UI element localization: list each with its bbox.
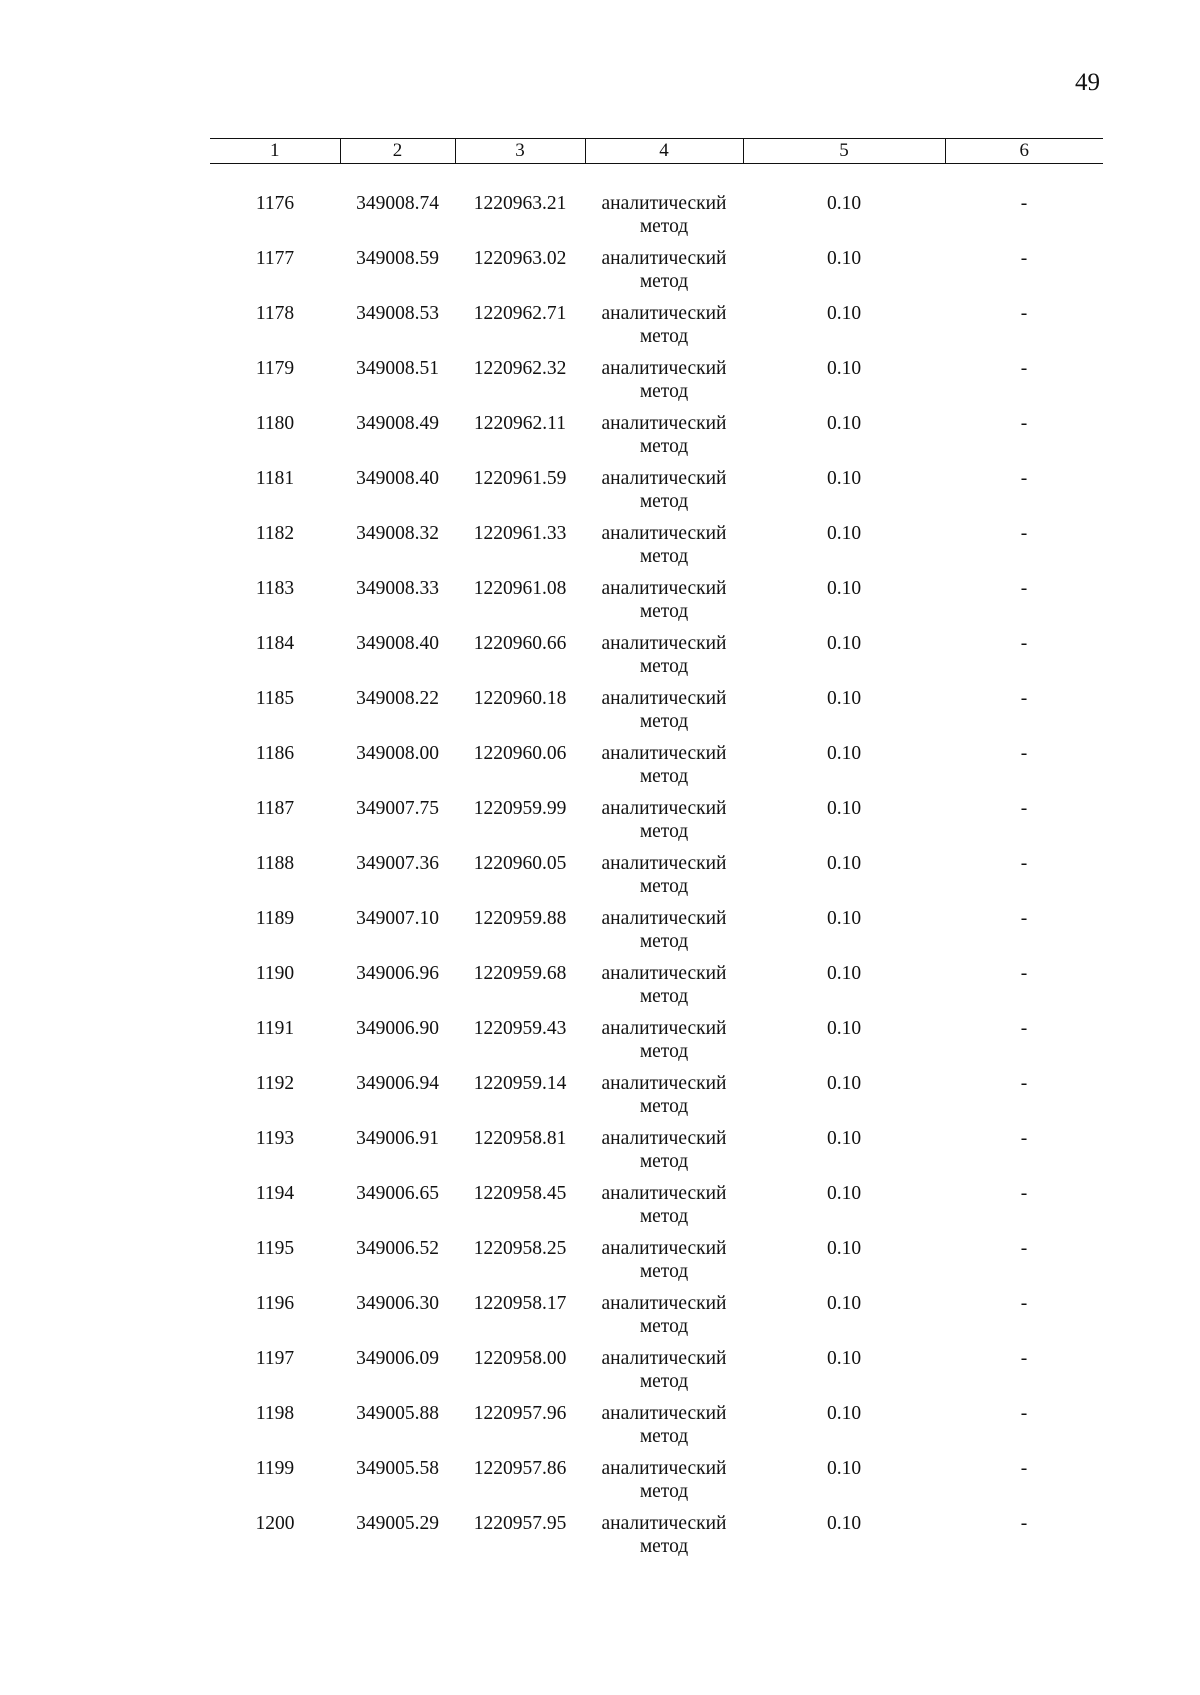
accuracy-cell: 0.10	[826, 1403, 862, 1424]
accuracy-cell: 0.10	[826, 1018, 862, 1039]
x-coordinate-cell: 349008.49	[356, 413, 439, 434]
method-cell	[585, 1512, 743, 1567]
x-coordinate-cell: 349007.36	[356, 853, 439, 874]
method-line-2: метод	[639, 1261, 689, 1282]
y-coordinate-cell: 1220957.96	[473, 1403, 567, 1424]
method-cell	[585, 1292, 743, 1347]
method-line-1: аналитический	[601, 853, 727, 874]
note-cell: -	[1020, 303, 1028, 324]
method-cell	[585, 1127, 743, 1182]
y-coordinate-cell: 1220959.88	[473, 908, 567, 929]
method-line-1: аналитический	[601, 633, 727, 654]
x-coordinate-cell: 349008.74	[356, 193, 439, 214]
table-row	[210, 1347, 1103, 1402]
method-line-1: аналитический	[601, 193, 727, 214]
method-line-1: аналитический	[601, 303, 727, 324]
table-row	[210, 742, 1103, 797]
y-coordinate-cell: 1220961.33	[473, 523, 567, 544]
accuracy-cell: 0.10	[826, 1073, 862, 1094]
note-cell: -	[1020, 413, 1028, 434]
note-cell: -	[1020, 798, 1028, 819]
point-id-cell: 1200	[255, 1513, 295, 1534]
method-line-1: аналитический	[601, 248, 727, 269]
header-col-4: 4	[585, 139, 743, 164]
method-line-2: метод	[639, 1536, 689, 1557]
table-row	[210, 907, 1103, 962]
accuracy-cell: 0.10	[826, 633, 862, 654]
note-cell: -	[1020, 1183, 1028, 1204]
y-coordinate-cell: 1220961.59	[473, 468, 567, 489]
x-coordinate-cell: 349006.90	[356, 1018, 439, 1039]
accuracy-cell: 0.10	[826, 798, 862, 819]
page-number: 49	[1075, 69, 1100, 96]
note-cell: -	[1020, 1073, 1028, 1094]
method-line-1: аналитический	[601, 1238, 727, 1259]
y-coordinate-cell: 1220962.71	[473, 303, 567, 324]
method-line-2: метод	[639, 711, 689, 732]
x-coordinate-cell: 349007.75	[356, 798, 439, 819]
point-id-cell: 1177	[255, 248, 295, 269]
table-row	[210, 1072, 1103, 1127]
note-cell: -	[1020, 523, 1028, 544]
table-row	[210, 687, 1103, 742]
method-line-2: метод	[639, 601, 689, 622]
method-line-1: аналитический	[601, 1128, 727, 1149]
method-line-1: аналитический	[601, 1293, 727, 1314]
note-cell: -	[1020, 1458, 1028, 1479]
method-cell	[585, 907, 743, 962]
point-id-cell: 1179	[255, 358, 295, 379]
method-cell	[585, 1182, 743, 1237]
x-coordinate-cell: 349008.22	[356, 688, 439, 709]
method-line-2: метод	[639, 766, 689, 787]
x-coordinate-cell: 349006.52	[356, 1238, 439, 1259]
point-id-cell: 1184	[255, 633, 295, 654]
point-id-cell: 1187	[255, 798, 295, 819]
table-row	[210, 852, 1103, 907]
accuracy-cell: 0.10	[826, 1293, 862, 1314]
y-coordinate-cell: 1220960.66	[473, 633, 567, 654]
note-cell: -	[1020, 578, 1028, 599]
table-row	[210, 1017, 1103, 1072]
table-body	[210, 164, 1103, 1568]
accuracy-cell: 0.10	[826, 1348, 862, 1369]
table-row	[210, 247, 1103, 302]
method-cell	[585, 1347, 743, 1402]
y-coordinate-cell: 1220960.18	[473, 688, 567, 709]
method-line-1: аналитический	[601, 358, 727, 379]
accuracy-cell: 0.10	[826, 468, 862, 489]
note-cell: -	[1020, 853, 1028, 874]
method-cell	[585, 687, 743, 742]
note-cell: -	[1020, 468, 1028, 489]
note-cell: -	[1020, 688, 1028, 709]
method-line-1: аналитический	[601, 1348, 727, 1369]
x-coordinate-cell: 349005.29	[356, 1513, 439, 1534]
note-cell: -	[1020, 1403, 1028, 1424]
point-id-cell: 1191	[255, 1018, 295, 1039]
x-coordinate-cell: 349006.65	[356, 1183, 439, 1204]
point-id-cell: 1183	[255, 578, 295, 599]
point-id-cell: 1181	[255, 468, 295, 489]
table-row	[210, 412, 1103, 467]
y-coordinate-cell: 1220959.68	[473, 963, 567, 984]
method-line-2: метод	[639, 216, 689, 237]
table-row	[210, 522, 1103, 577]
method-line-2: метод	[639, 326, 689, 347]
note-cell: -	[1020, 1018, 1028, 1039]
point-id-cell: 1189	[255, 908, 295, 929]
method-cell	[585, 577, 743, 632]
point-id-cell: 1190	[255, 963, 295, 984]
accuracy-cell: 0.10	[826, 358, 862, 379]
note-cell: -	[1020, 1513, 1028, 1534]
method-cell	[585, 1457, 743, 1512]
point-id-cell: 1197	[255, 1348, 295, 1369]
x-coordinate-cell: 349006.96	[356, 963, 439, 984]
header-col-2: 2	[340, 139, 455, 164]
method-line-1: аналитический	[601, 468, 727, 489]
method-cell	[585, 742, 743, 797]
table-row	[210, 467, 1103, 522]
point-id-cell: 1185	[255, 688, 295, 709]
table-row	[210, 1402, 1103, 1457]
y-coordinate-cell: 1220958.17	[473, 1293, 567, 1314]
table-row	[210, 962, 1103, 1017]
method-line-1: аналитический	[601, 1183, 727, 1204]
table-row	[210, 1237, 1103, 1292]
method-line-1: аналитический	[601, 1018, 727, 1039]
note-cell: -	[1020, 1348, 1028, 1369]
accuracy-cell: 0.10	[826, 193, 862, 214]
point-id-cell: 1192	[255, 1073, 295, 1094]
point-id-cell: 1193	[255, 1128, 295, 1149]
point-id-cell: 1198	[255, 1403, 295, 1424]
method-line-1: аналитический	[601, 688, 727, 709]
y-coordinate-cell: 1220959.99	[473, 798, 567, 819]
point-id-cell: 1195	[255, 1238, 295, 1259]
point-id-cell: 1182	[255, 523, 295, 544]
method-line-1: аналитический	[601, 798, 727, 819]
accuracy-cell: 0.10	[826, 413, 862, 434]
method-cell	[585, 852, 743, 907]
accuracy-cell: 0.10	[826, 523, 862, 544]
method-line-2: метод	[639, 1151, 689, 1172]
accuracy-cell: 0.10	[826, 908, 862, 929]
y-coordinate-cell: 1220957.95	[473, 1513, 567, 1534]
method-cell	[585, 1017, 743, 1072]
y-coordinate-cell: 1220957.86	[473, 1458, 567, 1479]
method-line-1: аналитический	[601, 523, 727, 544]
method-cell	[585, 1237, 743, 1292]
method-line-2: метод	[639, 436, 689, 457]
note-cell: -	[1020, 963, 1028, 984]
accuracy-cell: 0.10	[826, 853, 862, 874]
method-cell	[585, 302, 743, 357]
note-cell: -	[1020, 1128, 1028, 1149]
table-row	[210, 577, 1103, 632]
method-line-2: метод	[639, 381, 689, 402]
y-coordinate-cell: 1220962.11	[474, 413, 566, 434]
x-coordinate-cell: 349008.59	[356, 248, 439, 269]
y-coordinate-cell: 1220960.05	[473, 853, 567, 874]
x-coordinate-cell: 349008.40	[356, 468, 439, 489]
note-cell: -	[1020, 908, 1028, 929]
method-line-1: аналитический	[601, 1073, 727, 1094]
x-coordinate-cell: 349006.91	[356, 1128, 439, 1149]
header-col-1: 1	[210, 139, 340, 164]
accuracy-cell: 0.10	[826, 1238, 862, 1259]
point-id-cell: 1176	[255, 193, 295, 214]
x-coordinate-cell: 349008.53	[356, 303, 439, 324]
x-coordinate-cell: 349005.88	[356, 1403, 439, 1424]
x-coordinate-cell: 349007.10	[356, 908, 439, 929]
method-line-1: аналитический	[601, 1458, 727, 1479]
coordinates-table	[210, 138, 1103, 1567]
y-coordinate-cell: 1220960.06	[473, 743, 567, 764]
y-coordinate-cell: 1220962.32	[473, 358, 567, 379]
method-cell	[585, 467, 743, 522]
accuracy-cell: 0.10	[826, 1183, 862, 1204]
method-line-1: аналитический	[601, 963, 727, 984]
method-line-2: метод	[639, 821, 689, 842]
x-coordinate-cell: 349006.09	[356, 1348, 439, 1369]
header-col-5: 5	[743, 139, 945, 164]
point-id-cell: 1196	[255, 1293, 295, 1314]
method-line-2: метод	[639, 1041, 689, 1062]
note-cell: -	[1020, 1238, 1028, 1259]
method-cell	[585, 1402, 743, 1457]
method-line-2: метод	[639, 1481, 689, 1502]
table-row	[210, 192, 1103, 247]
accuracy-cell: 0.10	[826, 963, 862, 984]
method-cell	[585, 522, 743, 577]
method-cell	[585, 247, 743, 302]
method-cell	[585, 1072, 743, 1127]
accuracy-cell: 0.10	[826, 1513, 862, 1534]
header-col-6: 6	[945, 139, 1103, 164]
y-coordinate-cell: 1220958.45	[473, 1183, 567, 1204]
y-coordinate-cell: 1220963.21	[473, 193, 567, 214]
point-id-cell: 1199	[255, 1458, 295, 1479]
table-row	[210, 1127, 1103, 1182]
table-row	[210, 1457, 1103, 1512]
x-coordinate-cell: 349005.58	[356, 1458, 439, 1479]
x-coordinate-cell: 349006.30	[356, 1293, 439, 1314]
accuracy-cell: 0.10	[826, 743, 862, 764]
point-id-cell: 1194	[255, 1183, 295, 1204]
x-coordinate-cell: 349008.40	[356, 633, 439, 654]
table-row	[210, 632, 1103, 687]
method-line-1: аналитический	[601, 1403, 727, 1424]
method-line-1: аналитический	[601, 908, 727, 929]
method-cell	[585, 357, 743, 412]
x-coordinate-cell: 349008.51	[356, 358, 439, 379]
method-line-1: аналитический	[601, 413, 727, 434]
accuracy-cell: 0.10	[826, 1128, 862, 1149]
table-row	[210, 1512, 1103, 1567]
method-line-2: метод	[639, 1096, 689, 1117]
x-coordinate-cell: 349008.00	[356, 743, 439, 764]
y-coordinate-cell: 1220958.25	[473, 1238, 567, 1259]
method-line-2: метод	[639, 546, 689, 567]
point-id-cell: 1186	[255, 743, 295, 764]
x-coordinate-cell: 349008.32	[356, 523, 439, 544]
note-cell: -	[1020, 633, 1028, 654]
method-line-2: метод	[639, 1426, 689, 1447]
note-cell: -	[1020, 358, 1028, 379]
accuracy-cell: 0.10	[826, 1458, 862, 1479]
y-coordinate-cell: 1220959.43	[473, 1018, 567, 1039]
method-line-2: метод	[639, 1206, 689, 1227]
method-line-2: метод	[639, 876, 689, 897]
method-line-2: метод	[639, 271, 689, 292]
method-cell	[585, 962, 743, 1017]
y-coordinate-cell: 1220959.14	[473, 1073, 567, 1094]
note-cell: -	[1020, 248, 1028, 269]
method-line-1: аналитический	[601, 578, 727, 599]
accuracy-cell: 0.10	[826, 578, 862, 599]
note-cell: -	[1020, 193, 1028, 214]
method-cell	[585, 192, 743, 247]
table-row	[210, 357, 1103, 412]
table-row	[210, 302, 1103, 357]
y-coordinate-cell: 1220958.81	[473, 1128, 567, 1149]
method-line-2: метод	[639, 491, 689, 512]
table-row	[210, 797, 1103, 852]
method-line-2: метод	[639, 656, 689, 677]
point-id-cell: 1188	[255, 853, 295, 874]
x-coordinate-cell: 349008.33	[356, 578, 439, 599]
accuracy-cell: 0.10	[826, 303, 862, 324]
table-row	[210, 1182, 1103, 1237]
note-cell: -	[1020, 743, 1028, 764]
method-cell	[585, 632, 743, 687]
header-col-3: 3	[455, 139, 585, 164]
table-row	[210, 1292, 1103, 1347]
y-coordinate-cell: 1220961.08	[473, 578, 567, 599]
method-line-2: метод	[639, 1371, 689, 1392]
method-cell	[585, 412, 743, 467]
method-cell	[585, 797, 743, 852]
method-line-1: аналитический	[601, 1513, 727, 1534]
method-line-1: аналитический	[601, 743, 727, 764]
y-coordinate-cell: 1220958.00	[473, 1348, 567, 1369]
accuracy-cell: 0.10	[826, 688, 862, 709]
table-header	[210, 139, 1103, 164]
point-id-cell: 1180	[255, 413, 295, 434]
method-line-2: метод	[639, 931, 689, 952]
accuracy-cell: 0.10	[826, 248, 862, 269]
y-coordinate-cell: 1220963.02	[473, 248, 567, 269]
x-coordinate-cell: 349006.94	[356, 1073, 439, 1094]
method-line-2: метод	[639, 986, 689, 1007]
point-id-cell: 1178	[255, 303, 295, 324]
note-cell: -	[1020, 1293, 1028, 1314]
method-line-2: метод	[639, 1316, 689, 1337]
